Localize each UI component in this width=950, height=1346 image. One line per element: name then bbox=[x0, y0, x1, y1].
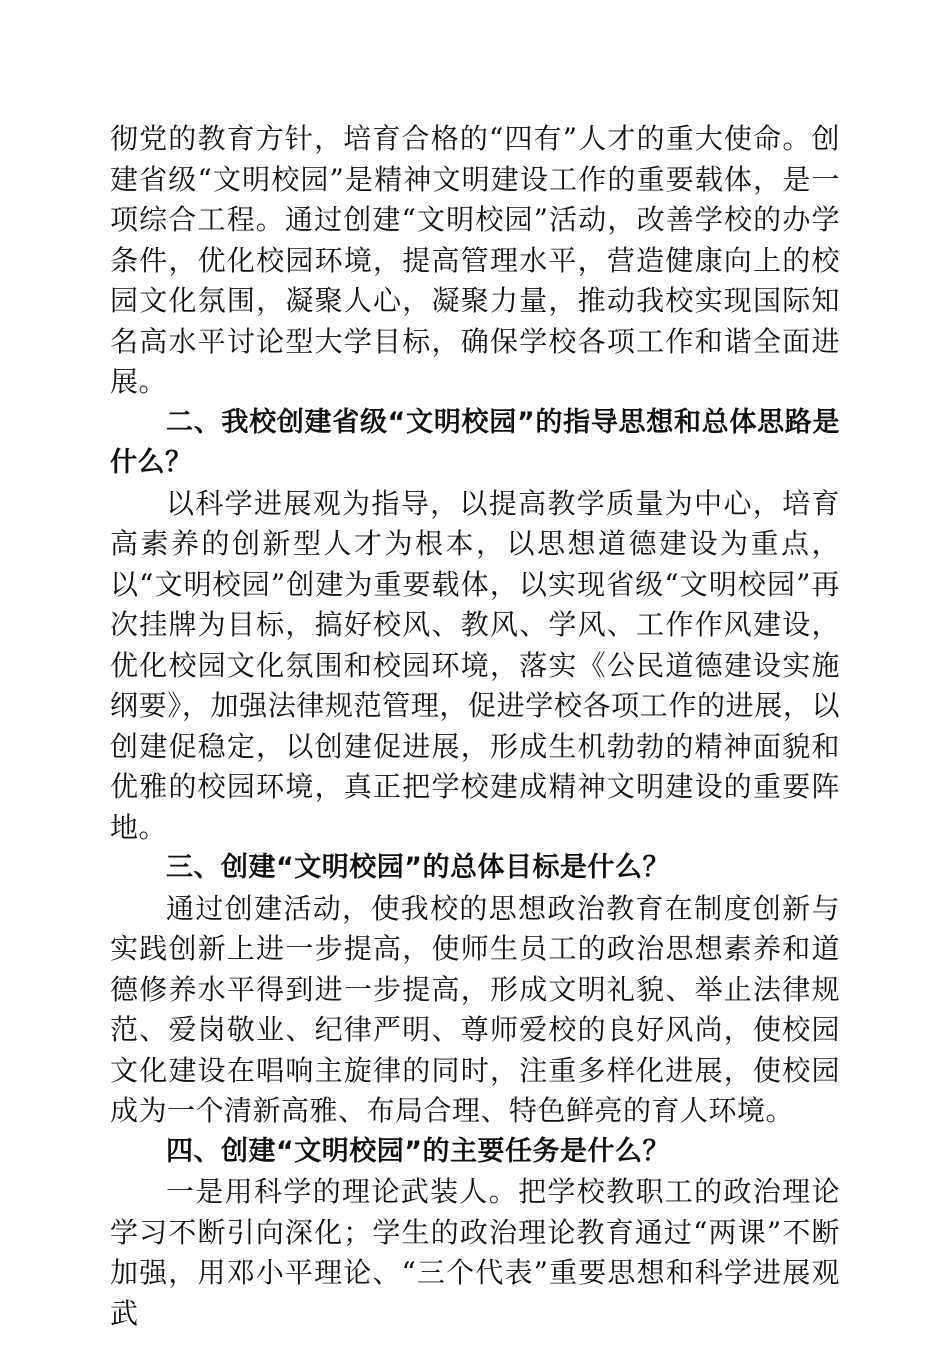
section-heading-4: 四、创建“文明校园”的主要任务是什么？ bbox=[166, 1135, 670, 1167]
body-paragraph-continued: 彻党的教育方针，培育合格的“四有”人才的重大使命。创建省级“文明校园”是精神文明建设工作的重要载体，是一项综合工程。通过创建“文明校园”活动，改善学校的办学条件，优化校园环境，提高管理水平，营造健康向上的校园文化氛围，凝聚人心，凝聚力量，推动我校实现国际知名高水平讨论型大学目标，确保学校各项工作和谐全面进展。 bbox=[110, 122, 840, 398]
section-heading-2: 二、我校创建省级“文明校园”的指导思想和总体思路是什么？ bbox=[110, 406, 840, 478]
section-heading-3: 三、创建“文明校园”的总体目标是什么？ bbox=[166, 852, 670, 883]
document-page bbox=[110, 119, 840, 1334]
body-paragraph-main-tasks: 一是用科学的理论武装人。把学校教职工的政治理论学习不断引向深化；学生的政治理论教育通过“两课”不断加强，用邓小平理论、“三个代表”重要思想和科学进展观武 bbox=[110, 1175, 840, 1330]
body-paragraph-overall-goal: 通过创建活动，使我校的思想政治教育在制度创新与实践创新上进一步提高，使师生员工的政治思想素养和道德修养水平得到进一步提高，形成文明礼貌、举止法律规范、爱岗敬业、纪律严明、尊师爱校的良好风尚，使校园文化建设在唱响主旋律的同时，注重多样化进展，使校园成为一个清新高雅、布局合理、特色鲜亮的育人环境。 bbox=[110, 891, 840, 1127]
body-paragraph-guiding-ideology: 以科学进展观为指导，以提高教学质量为中心，培育高素养的创新型人才为根本，以思想道德建设为重点，以“文明校园”创建为重要载体，以实现省级“文明校园”再次挂牌为目标，搞好校风、教风、学风、工作作风建设，优化校园文化氛围和校园环境，落实《公民道德建设实施纲要》，加强法律规范管理，促进学校各项工作的进展，以创建促稳定，以创建促进展，形成生机勃勃的精神面貌和优雅的校园环境，真正把学校建成精神文明建设的重要阵地。 bbox=[110, 486, 840, 844]
